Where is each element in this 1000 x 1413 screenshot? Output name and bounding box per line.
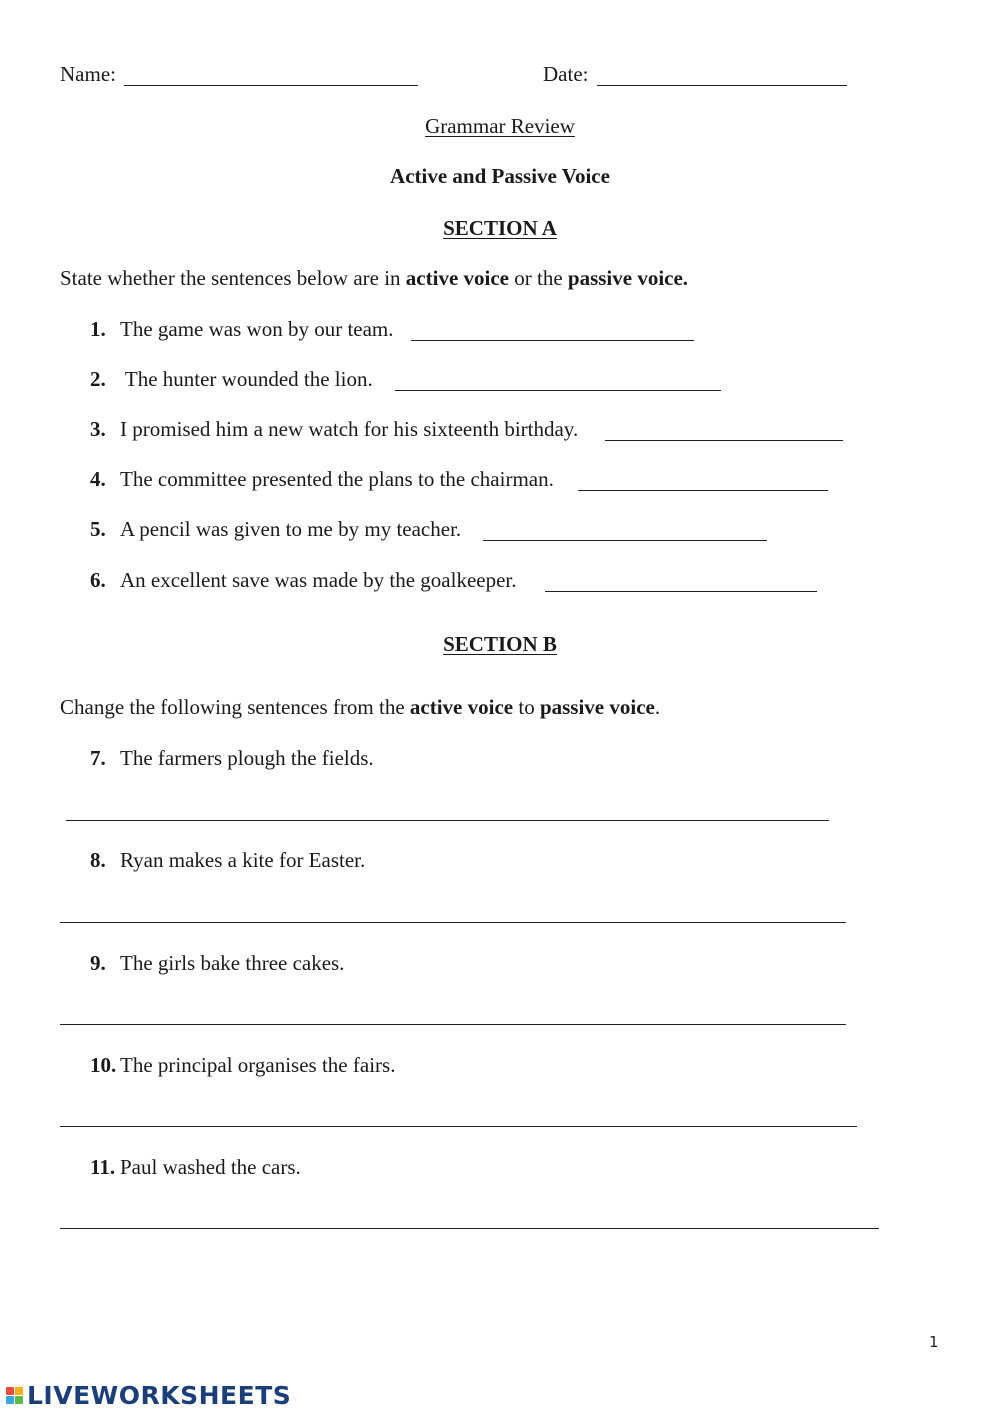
list-item (90, 1053, 395, 1078)
answer-line-9[interactable] (60, 1024, 846, 1025)
item-text: The hunter wounded the lion. (120, 367, 373, 391)
item-number: 6. (90, 568, 106, 592)
item-number: 11. (90, 1155, 116, 1179)
answer-line-5[interactable] (483, 540, 767, 541)
item-number: 10. (90, 1053, 117, 1077)
list-item (90, 367, 373, 392)
item-text: The farmers plough the fields. (120, 746, 374, 770)
brand-logo[interactable] (6, 1380, 291, 1410)
section-b-heading: SECTION B (443, 632, 557, 656)
section-b-instruction: Change the following sentences from the active voice to passive voice. (60, 695, 661, 719)
item-text: Ryan makes a kite for Easter. (120, 848, 366, 872)
list-item (90, 1155, 301, 1180)
item-number: 4. (90, 467, 106, 491)
item-text: The principal organises the fairs. (120, 1053, 396, 1077)
list-item (90, 746, 374, 771)
list-item (90, 568, 517, 593)
item-number: 5. (90, 517, 106, 541)
name-input-line[interactable] (124, 85, 418, 86)
brand-name: LIVEWORKSHEETS (27, 1380, 292, 1410)
answer-line-6[interactable] (545, 591, 817, 592)
item-number: 3. (90, 417, 106, 441)
answer-line-1[interactable] (411, 340, 694, 341)
answer-line-2[interactable] (395, 390, 721, 391)
list-item (90, 417, 578, 442)
date-label: Date: (543, 62, 589, 86)
answer-line-7[interactable] (66, 820, 829, 821)
item-text: The girls bake three cakes. (120, 951, 345, 975)
list-item (90, 951, 344, 976)
item-text: A pencil was given to me by my teacher. (120, 517, 462, 541)
list-item (90, 517, 461, 542)
answer-line-11[interactable] (60, 1228, 879, 1229)
section-a-instruction: State whether the sentences below are in active voice or the passive voice. (60, 266, 689, 290)
name-label: Name: (60, 62, 116, 86)
logo-grid-icon (6, 1387, 23, 1404)
topic-title: Active and Passive Voice (390, 164, 610, 188)
date-input-line[interactable] (597, 85, 847, 86)
item-number: 8. (90, 848, 106, 872)
list-item (90, 848, 365, 873)
item-number: 1. (90, 317, 106, 341)
item-text: The committee presented the plans to the chairman. (120, 467, 554, 491)
item-text: The game was won by our team. (120, 317, 394, 341)
page-number: 1 (929, 1333, 939, 1351)
name-field (60, 62, 116, 87)
item-number: 9. (90, 951, 106, 975)
answer-line-4[interactable] (578, 490, 828, 491)
answer-line-8[interactable] (60, 922, 846, 923)
item-text: An excellent save was made by the goalkeeper. (120, 568, 517, 592)
list-item (90, 467, 554, 492)
list-item (90, 317, 394, 342)
item-number: 2. (90, 367, 106, 391)
page-title: Grammar Review (425, 114, 575, 138)
item-text: Paul washed the cars. (120, 1155, 301, 1179)
answer-line-10[interactable] (60, 1126, 857, 1127)
item-text: I promised him a new watch for his sixteenth birthday. (120, 417, 579, 441)
section-a-heading: SECTION A (443, 216, 557, 240)
answer-line-3[interactable] (605, 440, 843, 441)
item-number: 7. (90, 746, 106, 770)
date-field (543, 62, 588, 87)
